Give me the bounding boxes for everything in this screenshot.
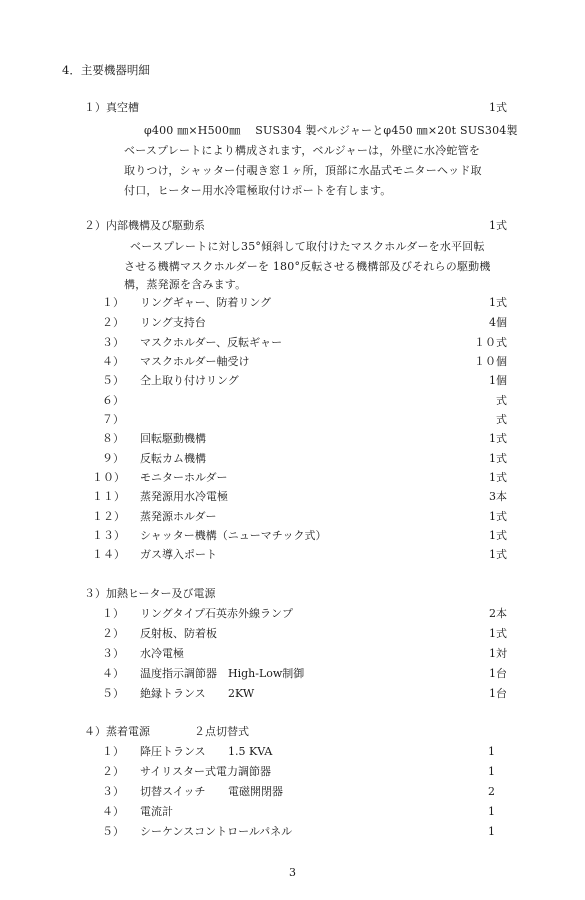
item-number: ７） bbox=[102, 413, 124, 426]
item-qty: 1台 bbox=[489, 687, 507, 700]
item-label: マスクホルダー、反転ギャー bbox=[140, 336, 283, 349]
item-qty: 1式 bbox=[489, 452, 507, 465]
item-number: ２） bbox=[102, 627, 124, 640]
item-spec: 電磁開閉器 bbox=[228, 785, 283, 798]
item-label: マスクホルダー軸受け bbox=[140, 355, 250, 368]
item-qty: 1式 bbox=[489, 529, 507, 542]
item-qty: 1 bbox=[488, 745, 495, 758]
section2-desc-line: ベースプレートに対し35°傾斜して取付けたマスクホルダーを水平回転 bbox=[130, 240, 485, 253]
page-number: 3 bbox=[289, 866, 296, 879]
item-number: １） bbox=[102, 745, 124, 758]
section2-qty: 1式 bbox=[489, 219, 507, 232]
item-label: 切替スイッチ bbox=[140, 785, 206, 798]
item-qty: 1式 bbox=[489, 548, 507, 561]
item-number: １３） bbox=[92, 529, 125, 542]
item-number: ５） bbox=[102, 374, 124, 387]
item-qty: 式 bbox=[496, 394, 507, 407]
item-qty: 1式 bbox=[489, 432, 507, 445]
item-spec: 2KW bbox=[228, 687, 255, 700]
item-number: ２） bbox=[102, 316, 124, 329]
item-label: 絶縁トランス bbox=[140, 687, 206, 700]
item-label: 温度指示調節器 bbox=[140, 667, 217, 680]
item-label: シャッター機構（ニューマチック式） bbox=[140, 529, 327, 542]
section1-desc-line: 取りつけ，シャッター付覗き窓１ヶ所，頂部に水晶式モニターヘッド取 bbox=[124, 164, 482, 177]
item-number: １） bbox=[102, 607, 124, 620]
item-label: リングギャー、防着リング bbox=[140, 296, 272, 309]
item-number: １） bbox=[102, 296, 124, 309]
section1-desc-line: φ400 ㎜×H500㎜ SUS304 製ベルジャーとφ450 ㎜×20t SUS304製 bbox=[144, 124, 518, 137]
item-qty: 3本 bbox=[489, 490, 507, 503]
section2-desc-line: 構，蒸発源を含みます。 bbox=[124, 278, 247, 291]
item-number: ９） bbox=[102, 452, 124, 465]
section-heading: 4．主要機器明細 bbox=[62, 63, 150, 77]
item-label: 回転駆動機構 bbox=[140, 432, 206, 445]
item-qty: 1式 bbox=[489, 510, 507, 523]
item-number: ２） bbox=[102, 765, 124, 778]
item-qty: １０個 bbox=[474, 355, 507, 368]
item-qty: 1 bbox=[488, 825, 495, 838]
section2-desc-line: させる機構マスクホルダーを 180°反転させる機構部及びそれらの駆動機 bbox=[124, 260, 491, 273]
item-number: ３） bbox=[102, 336, 124, 349]
item-qty: １０式 bbox=[474, 336, 507, 349]
item-label: サイリスター式電力調節器 bbox=[140, 765, 272, 778]
item-number: ８） bbox=[102, 432, 124, 445]
item-number: ４） bbox=[102, 805, 124, 818]
item-number: ５） bbox=[102, 687, 124, 700]
item-label: 降圧トランス bbox=[140, 745, 206, 758]
item-number: ３） bbox=[102, 785, 124, 798]
item-label: 反転カム機構 bbox=[140, 452, 206, 465]
item-qty: 1式 bbox=[489, 296, 507, 309]
item-number: １２） bbox=[92, 510, 125, 523]
section1-qty: 1式 bbox=[489, 101, 507, 114]
item-qty: 2 bbox=[488, 785, 495, 798]
item-number: １０） bbox=[92, 471, 125, 484]
item-spec: 1.5 KVA bbox=[228, 745, 273, 758]
section2-title: ２）内部機構及び駆動系 bbox=[84, 219, 205, 232]
item-number: ４） bbox=[102, 667, 124, 680]
item-label: 水冷電極 bbox=[140, 647, 184, 660]
item-qty: 1台 bbox=[489, 667, 507, 680]
section1-desc-line: 付口，ヒーター用水冷電極取付けポートを有します。 bbox=[124, 184, 392, 197]
item-qty: 1 bbox=[488, 805, 495, 818]
item-qty: 1式 bbox=[489, 627, 507, 640]
item-qty: 1 bbox=[488, 765, 495, 778]
item-label: リング支持台 bbox=[140, 316, 206, 329]
item-number: １４） bbox=[92, 548, 125, 561]
item-qty: 1式 bbox=[489, 471, 507, 484]
item-number: １１） bbox=[92, 490, 125, 503]
section1-desc-line: ベースプレートにより構成されます，ベルジャーは，外壁に水冷蛇管を bbox=[124, 144, 481, 157]
section4-subtitle: ２点切替式 bbox=[194, 725, 249, 738]
item-qty: 式 bbox=[496, 413, 507, 426]
item-label: 蒸発源ホルダー bbox=[140, 510, 217, 523]
item-label: リングタイプ石英赤外線ランプ bbox=[140, 607, 294, 620]
item-qty: 1個 bbox=[489, 374, 507, 387]
item-number: ６） bbox=[102, 394, 124, 407]
item-label: シーケンスコントロールパネル bbox=[140, 825, 293, 838]
item-label: モニターホルダー bbox=[140, 471, 228, 484]
section1-title: １）真空槽 bbox=[84, 101, 139, 114]
item-number: ３） bbox=[102, 647, 124, 660]
item-number: ４） bbox=[102, 355, 124, 368]
item-qty: 2本 bbox=[489, 607, 507, 620]
section4-title: ４）蒸着電源 bbox=[84, 725, 150, 738]
item-label: 反射板、防着板 bbox=[140, 627, 217, 640]
item-number: ５） bbox=[102, 825, 124, 838]
item-qty: 4個 bbox=[489, 316, 507, 329]
section3-title: ３）加熱ヒーター及び電源 bbox=[84, 587, 216, 600]
item-label: 電流計 bbox=[140, 805, 173, 818]
item-spec: High-Low制御 bbox=[228, 667, 305, 680]
item-qty: 1対 bbox=[489, 647, 507, 660]
item-label: 蒸発源用水冷電極 bbox=[140, 490, 228, 503]
item-label: 仝上取り付けリング bbox=[140, 374, 239, 387]
item-label: ガス導入ポート bbox=[140, 548, 217, 561]
